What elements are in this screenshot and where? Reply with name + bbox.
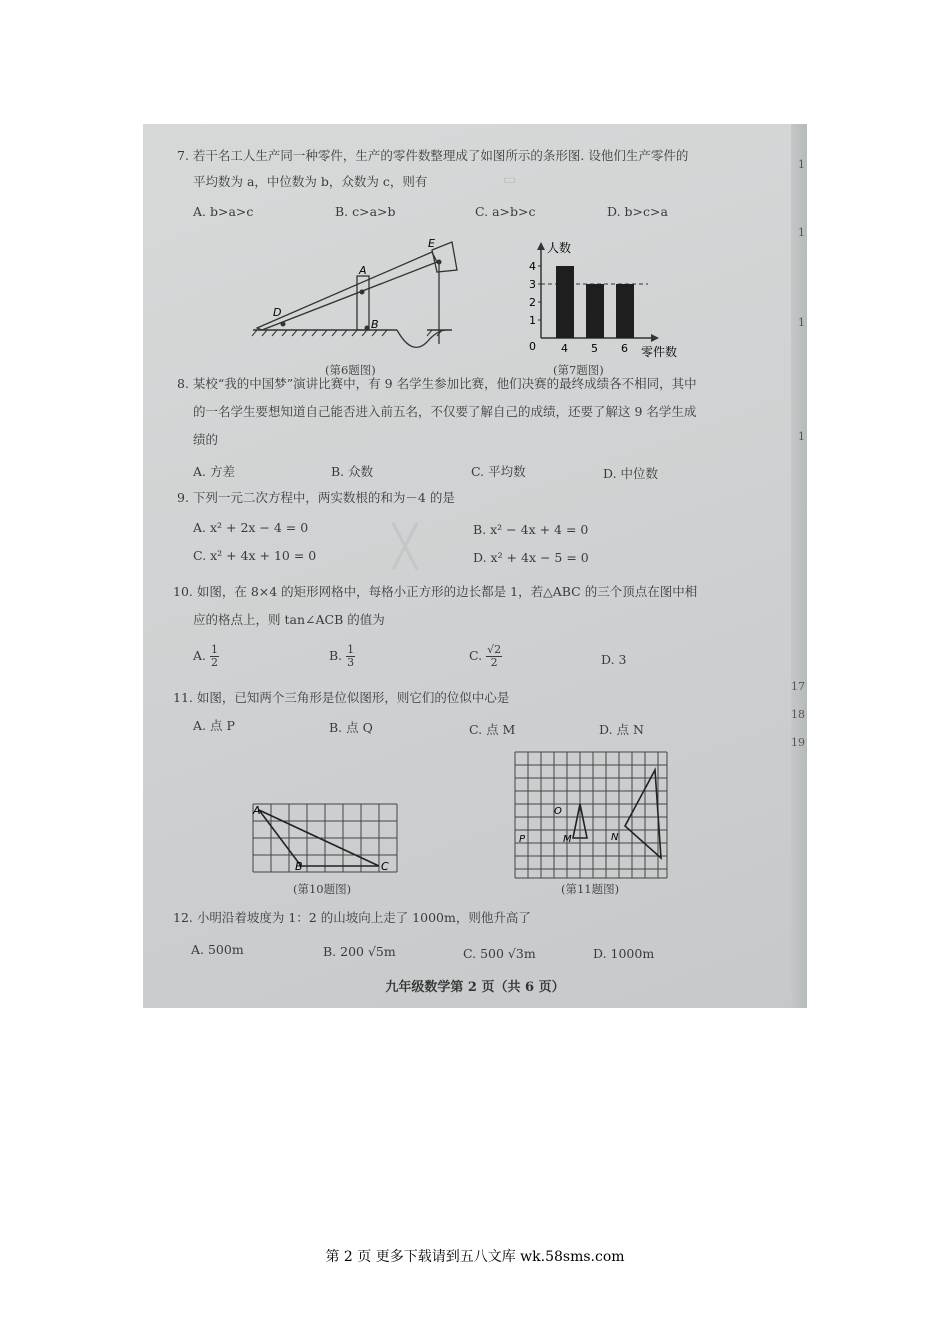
margin-number: 1 — [798, 316, 805, 329]
q12-option-c: C. 500 √3m — [463, 946, 536, 961]
q11-option-c: C. 点 M — [469, 722, 516, 737]
q10-option-b — [329, 644, 355, 669]
q11-line1: 11. 如图，已知两个三角形是位似图形，则它们的位似中心是 — [173, 690, 510, 705]
figure-11-grid — [513, 750, 673, 882]
fig11-label-n: N — [611, 832, 619, 843]
q9-option-b: B. x² − 4x + 4 = 0 — [473, 522, 589, 537]
q9-option-d: D. x² + 4x − 5 = 0 — [473, 550, 589, 565]
q10-option-a-prefix: A. — [193, 648, 207, 663]
q10-line2: 应的格点上，则 tan∠ACB 的值为 — [193, 612, 385, 627]
margin-number: 18 — [791, 708, 805, 721]
fig6-label-e: E — [428, 237, 435, 250]
fig10-label-a: A — [253, 804, 261, 817]
q8-line3: 绩的 — [193, 432, 219, 447]
fraction-numerator: 1 — [211, 643, 218, 656]
fraction-numerator: 1 — [347, 643, 355, 656]
fig6-label-b: B — [371, 318, 379, 331]
fig7-origin: 0 — [529, 340, 536, 353]
fig7-bar-6 — [616, 284, 634, 338]
fig7-y-tick-label: 3 — [529, 278, 536, 291]
fig6-label-a: A — [359, 264, 367, 277]
q10-option-c-fraction — [486, 644, 502, 669]
fig11-label-o: O — [554, 806, 562, 817]
fraction-numerator: √2 — [487, 643, 502, 656]
q7-line1: 7. 若干名工人生产同一种零件，生产的零件数整理成了如图所示的条形图. 设他们生产零件的 — [177, 148, 689, 163]
fig7-ylabel: 人数 — [547, 241, 572, 255]
fig7-bar-4 — [556, 266, 574, 338]
q8-line1: 8. 某校“我的中国梦”演讲比赛中，有 9 名学生参加比赛，他们决赛的最终成绩各不相同，其中 — [177, 376, 697, 391]
q7-option-b: B. c>a>b — [335, 204, 396, 219]
q8-option-a: A. 方差 — [193, 464, 235, 479]
q10-line1: 10. 如图，在 8×4 的矩形网格中，每格小正方形的边长都是 1，若△ABC 的三个顶点在图中相 — [173, 584, 698, 599]
q11-option-d: D. 点 N — [599, 722, 644, 737]
show-through-mark: ╳ — [393, 524, 418, 570]
adjacent-page-edge — [791, 124, 807, 1008]
q10-option-b-fraction — [346, 644, 355, 669]
q8-line2: 的一名学生要想知道自己能否进入前五名，不仅要了解自己的成绩，还要了解这 9 名学生成 — [193, 404, 697, 419]
q7-option-d: D. b>c>a — [607, 204, 668, 219]
fig7-y-tick-label: 4 — [529, 260, 536, 273]
show-through-mark: ▭ — [503, 172, 517, 188]
figure-7-bar-chart — [523, 238, 703, 368]
fig7-bar-5 — [586, 284, 604, 338]
q12-line1: 12. 小明沿着坡度为 1：2 的山坡向上走了 1000m，则他升高了 — [173, 910, 531, 925]
q9-option-c: C. x² + 4x + 10 = 0 — [193, 548, 317, 563]
page-footer: 第 2 页 更多下载请到五八文库 wk.58sms.com — [325, 1249, 625, 1265]
fig7-x-tick-label: 6 — [621, 342, 628, 355]
q10-option-a — [193, 644, 219, 669]
fig10-caption: (第10题图) — [293, 882, 352, 896]
figure-6-lever-diagram — [247, 232, 467, 360]
margin-number: 17 — [791, 680, 805, 693]
margin-number: 1 — [798, 430, 805, 443]
fig10-label-c: C — [381, 860, 389, 873]
q8-option-d: D. 中位数 — [603, 466, 659, 481]
fig7-x-tick-label: 5 — [591, 342, 598, 355]
fig11-caption: (第11题图) — [561, 882, 620, 896]
margin-number: 19 — [791, 736, 805, 749]
exam-page-footer: 九年级数学第 2 页（共 6 页） — [385, 980, 565, 995]
fig7-x-tick-label: 4 — [561, 342, 568, 355]
q9-option-a: A. x² + 2x − 4 = 0 — [193, 520, 309, 535]
q10-option-c-prefix: C. — [469, 648, 483, 663]
q12-option-d: D. 1000m — [593, 946, 655, 961]
fig7-y-tick-label: 2 — [529, 296, 536, 309]
margin-number: 1 — [798, 226, 805, 239]
fig7-xlabel: 零件数 — [641, 345, 678, 359]
q10-option-a-fraction — [210, 644, 219, 669]
q12-option-a: A. 500m — [191, 942, 244, 957]
q10-option-c — [469, 644, 502, 669]
figure-10-grid — [249, 800, 399, 880]
fig6-label-d: D — [273, 306, 282, 319]
fig6-caption: (第6题图) — [325, 363, 376, 377]
fraction-denominator: 2 — [211, 656, 218, 669]
margin-number: 1 — [798, 158, 805, 171]
fig11-label-m: M — [563, 834, 572, 845]
fig10-label-b: B — [295, 860, 303, 873]
q7-option-a: A. b>a>c — [193, 204, 254, 219]
q10-option-b-prefix: B. — [329, 648, 343, 663]
q7-option-c: C. a>b>c — [475, 204, 536, 219]
fig11-label-p: P — [519, 834, 526, 845]
fig7-y-tick-label: 1 — [529, 314, 536, 327]
fraction-denominator: 2 — [490, 656, 498, 669]
q9-line1: 9. 下列一元二次方程中，两实数根的和为－4 的是 — [177, 490, 455, 505]
q10-option-d: D. 3 — [601, 652, 627, 667]
fig7-caption: (第7题图) — [553, 363, 604, 377]
q11-option-a: A. 点 P — [193, 718, 235, 733]
fraction-denominator: 3 — [347, 656, 355, 669]
q8-option-c: C. 平均数 — [471, 464, 526, 479]
q11-option-b: B. 点 Q — [329, 720, 373, 735]
scanned-exam-photo — [143, 124, 807, 1008]
q12-option-b: B. 200 √5m — [323, 944, 396, 959]
q7-line2: 平均数为 a，中位数为 b，众数为 c，则有 — [193, 174, 428, 189]
q8-option-b: B. 众数 — [331, 464, 374, 479]
